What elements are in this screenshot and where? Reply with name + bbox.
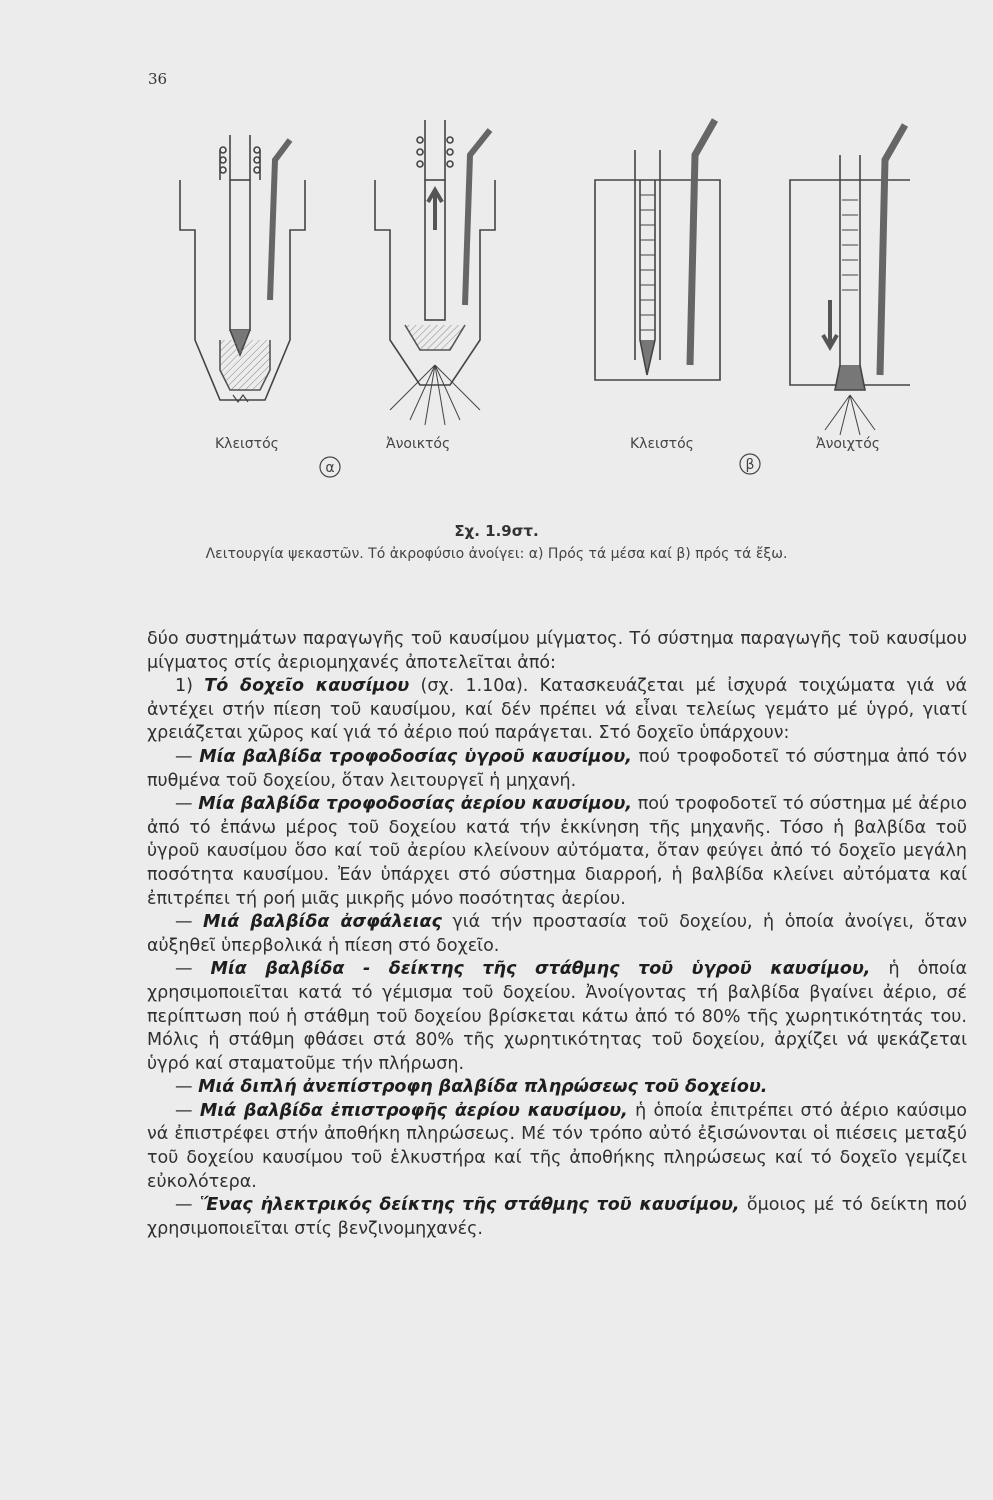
svg-text:α: α	[325, 460, 335, 476]
injector-figure	[150, 110, 910, 480]
injector-a-closed-diagram	[180, 135, 305, 402]
list-item: — Μία βαλβίδα τροφοδοσίας ἀερίου καυσίμου, πού τροφοδοτεῖ τό σύστημα μέ ἀέριο ἀπό τό ἐπάνω μέρος τοῦ δοχείου κατά τήν ἐκκίνηση τῆς μηχανῆς. Τόσο ἡ βαλβίδα τοῦ ὑγροῦ καυσίμου ὅσο καί τοῦ ἀερίου κλείνουν αὐτόματα, ὅταν φεύγει ἀπό τό δοχεῖο μεγάλη ποσότητα καυσίμου. Ἐάν ὑπάρχει στό σύστημα διαρροή, ἡ βαλβίδα κλείνει αὐτόματα καί ἐπιτρέπει τή ροή μιᾶς μικρῆς μόνο ποσότητας ἀερίου.	[147, 794, 967, 909]
list-item: — Μία βαλβίδα - δείκτης τῆς στάθμης τοῦ ὑγροῦ καυσίμου, ἡ ὁποία χρησιμοποιεῖται κατά τό γέμισμα τοῦ δοχείου. Ἀνοίγοντας τή βαλβίδα βγαίνει ἀέριο, σέ περίπτωση πού ἡ στάθμη τοῦ δοχείου βρίσκεται κάτω ἀπό τό 80% τῆς χωρητικότητάς του. Μόλις ἡ στάθμη φθάσει στά 80% τῆς χωρητικότητας τοῦ δοχείου, ἀρχίζει νά ψεκάζεται ὑγρό καί σταματοῦμε τήν πλήρωση.	[147, 959, 968, 1074]
paragraph: 1) Τό δοχεῖο καυσίμου (σχ. 1.10α). Κατασκευάζεται μέ ἰσχυρά τοιχώματα γιά νά ἀντέχει στήν πίεση τοῦ καυσίμου, καί δέν πρέπει νά εἶναι τελείως γεμάτο μέ ὑγρό, γιατί χρειάζεται χῶρος καί γιά τό ἀέριο πού παράγεται. Στό δοχεῖο ὑπάρχουν:	[147, 676, 967, 744]
svg-text:β: β	[745, 457, 755, 473]
label-closed-a: Κλειστός	[215, 436, 279, 452]
list-item: — Μιά βαλβίδα ἐπιστροφῆς ἀερίου καυσίμου, ἡ ὁποία ἐπιτρέπει στό ἀέριο καύσιμο νά ἐπιστρέφει στήν ἀποθήκη πληρώσεως. Μέ τόν τρόπο αὐτό ἐξισώνονται οἱ πιέσεις μεταξύ τοῦ δοχείου καυσίμου τοῦ ἑλκυστήρα καί τῆς ἀποθήκης πληρώσεως καί τό δοχεῖο γεμίζει εὐκολότερα.	[147, 1100, 967, 1192]
figure-caption-text: Λειτουργία ψεκαστῶν. Τό ἀκροφύσιο ἀνοίγει: α) Πρός τά μέσα καί β) πρός τά ἔξω.	[205, 546, 788, 562]
list-item: — Μιά βαλβίδα ἀσφάλειας γιά τήν προστασία τοῦ δοχείου, ἡ ὁποία ἀνοίγει, ὅταν αὐξηθεῖ ὑπερβολικά ἡ πίεση στό δοχεῖο.	[147, 912, 967, 956]
page-number: 36	[148, 70, 168, 88]
label-closed-b: Κλειστός	[630, 436, 694, 452]
marker-a	[320, 457, 340, 477]
list-item: — Μία βαλβίδα τροφοδοσίας ὑγροῦ καυσίμου, πού τροφοδοτεῖ τό σύστημα ἀπό τόν πυθμένα τοῦ δοχείου, ὅταν λειτουργεῖ ἡ μηχανή.	[147, 746, 967, 791]
list-item: — Ἕνας ἠλεκτρικός δείκτης τῆς στάθμης τοῦ καυσίμου, ὅμοιος μέ τό δείκτη πού χρησιμοποιεῖται στίς βενζινομηχανές.	[147, 1195, 967, 1239]
injector-b-open-diagram	[790, 125, 910, 435]
injector-a-open-diagram	[375, 120, 495, 425]
injector-b-closed-diagram	[595, 120, 720, 380]
paragraph: δύο συστημάτων παραγωγῆς τοῦ καυσίμου μίγματος. Τό σύστημα παραγωγῆς τοῦ καυσίμου μίγματος στίς ἀεριομηχανές ἀποτελεῖται ἀπό:	[147, 629, 967, 673]
list-item: — Μιά διπλή ἀνεπίστροφη βαλβίδα πληρώσεως τοῦ δοχείου.	[175, 1077, 768, 1098]
figure-caption-title: Σχ. 1.9στ.	[454, 522, 539, 540]
label-open-a: Ἀνοικτός	[386, 436, 451, 452]
marker-b	[740, 454, 760, 474]
label-open-b: Ἀνοιχτός	[816, 436, 880, 452]
body-text	[147, 628, 967, 1241]
